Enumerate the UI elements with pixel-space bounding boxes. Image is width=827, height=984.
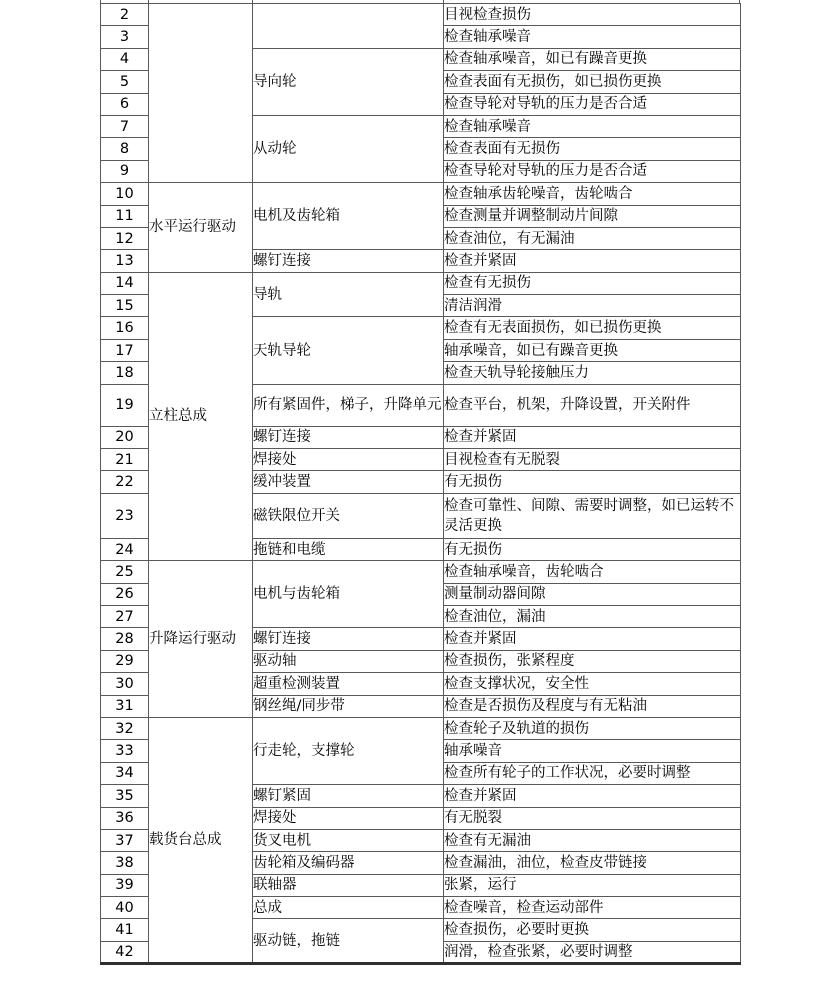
task-cell: 检查平台，机架，升降设置，开关附件 (444, 384, 741, 426)
component-cell: 从动轮 (253, 115, 444, 182)
task-cell: 有无损伤 (444, 471, 741, 493)
row-number-cell: 19 (101, 384, 149, 426)
task-cell: 检查是否损伤及程度与有无粘油 (444, 695, 741, 717)
component-cell: 拖链和电缆 (253, 538, 444, 560)
task-cell: 检查轮子及轨道的损伤 (444, 717, 741, 739)
component-cell: 螺钉连接 (253, 426, 444, 448)
row-number-cell: 13 (101, 250, 149, 272)
table-row (101, 272, 741, 294)
component-cell: 螺钉紧固 (253, 785, 444, 807)
row-number-cell: 11 (101, 205, 149, 227)
task-cell: 检查表面有无损伤 (444, 138, 741, 160)
component-cell: 超重检测装置 (253, 673, 444, 695)
row-number-cell: 15 (101, 295, 149, 317)
row-number-cell: 36 (101, 807, 149, 829)
task-cell: 检查支撑状况，安全性 (444, 673, 741, 695)
task-cell: 有无损伤 (444, 538, 741, 560)
row-number-cell: 24 (101, 538, 149, 560)
task-cell: 检查表面有无损伤，如已损伤更换 (444, 71, 741, 93)
task-cell: 检查并紧固 (444, 785, 741, 807)
component-cell: 所有紧固件，梯子，升降单元 (253, 384, 444, 426)
category-cell: 立柱总成 (149, 272, 253, 561)
task-cell: 轴承噪音，如已有躁音更换 (444, 339, 741, 361)
task-cell: 检查并紧固 (444, 628, 741, 650)
component-cell: 行走轮，支撑轮 (253, 717, 444, 784)
row-number-cell: 4 (101, 48, 149, 70)
component-cell: 天轨导轮 (253, 317, 444, 384)
row-number-cell: 34 (101, 762, 149, 784)
row-number-cell: 9 (101, 160, 149, 182)
task-cell: 检查并紧固 (444, 250, 741, 272)
task-cell: 检查天轨导轮接触压力 (444, 362, 741, 384)
row-number-cell: 35 (101, 785, 149, 807)
component-cell: 联轴器 (253, 874, 444, 896)
row-number-cell: 16 (101, 317, 149, 339)
row-number-cell: 38 (101, 852, 149, 874)
row-number-cell: 29 (101, 650, 149, 672)
row-number-cell: 7 (101, 115, 149, 137)
task-cell: 有无脱裂 (444, 807, 741, 829)
task-cell: 检查可靠性、间隙、需要时调整，如已运转不灵活更换 (444, 493, 741, 538)
task-cell: 检查油位，有无漏油 (444, 227, 741, 249)
row-number-cell: 12 (101, 227, 149, 249)
task-cell: 检查有无表面损伤，如已损伤更换 (444, 317, 741, 339)
component-cell: 焊接处 (253, 807, 444, 829)
row-number-cell: 37 (101, 829, 149, 851)
task-cell: 检查损伤，张紧程度 (444, 650, 741, 672)
row-number-cell: 20 (101, 426, 149, 448)
task-cell: 测量制动器间隙 (444, 583, 741, 605)
component-cell: 电机及齿轮箱 (253, 183, 444, 250)
row-number-cell: 5 (101, 71, 149, 93)
task-cell: 润滑，检查张紧，必要时调整 (444, 941, 741, 963)
task-cell: 检查有无损伤 (444, 272, 741, 294)
task-cell: 检查油位，漏油 (444, 605, 741, 627)
row-number-cell: 39 (101, 874, 149, 896)
task-cell: 轴承噪音 (444, 740, 741, 762)
row-number-cell: 3 (101, 26, 149, 48)
row-number-cell: 6 (101, 93, 149, 115)
component-cell: 电机与齿轮箱 (253, 561, 444, 628)
task-cell: 检查所有轮子的工作状况，必要时调整 (444, 762, 741, 784)
component-cell: 缓冲装置 (253, 471, 444, 493)
component-cell: 螺钉连接 (253, 628, 444, 650)
table-row (101, 183, 741, 205)
component-cell: 货叉电机 (253, 829, 444, 851)
category-cell: 升降运行驱动 (149, 561, 253, 718)
task-cell: 检查并紧固 (444, 426, 741, 448)
component-cell: 导轨 (253, 272, 444, 317)
component-cell: 齿轮箱及编码器 (253, 852, 444, 874)
row-number-cell: 40 (101, 897, 149, 919)
row-number-cell: 32 (101, 717, 149, 739)
row-number-cell: 10 (101, 183, 149, 205)
task-cell: 张紧，运行 (444, 874, 741, 896)
row-number-cell: 8 (101, 138, 149, 160)
task-cell: 检查有无漏油 (444, 829, 741, 851)
component-cell (253, 4, 444, 49)
row-number-cell: 42 (101, 941, 149, 963)
task-cell: 检查轴承噪音，如已有躁音更换 (444, 48, 741, 70)
row-number-cell: 41 (101, 919, 149, 941)
row-number-cell: 22 (101, 471, 149, 493)
row-number-cell: 26 (101, 583, 149, 605)
component-cell: 磁铁限位开关 (253, 493, 444, 538)
row-number-cell: 17 (101, 339, 149, 361)
component-cell: 总成 (253, 897, 444, 919)
table-row (101, 561, 741, 583)
task-cell: 检查漏油，油位，检查皮带链接 (444, 852, 741, 874)
task-cell: 检查轴承齿轮噪音，齿轮啮合 (444, 183, 741, 205)
row-number-cell: 33 (101, 740, 149, 762)
component-cell: 驱动轴 (253, 650, 444, 672)
category-cell: 水平运行驱动 (149, 183, 253, 273)
component-cell: 螺钉连接 (253, 250, 444, 272)
row-number-cell: 14 (101, 272, 149, 294)
table-row (101, 717, 741, 739)
task-cell: 目视检查损伤 (444, 4, 741, 26)
row-number-cell: 25 (101, 561, 149, 583)
task-cell: 清洁润滑 (444, 295, 741, 317)
row-number-cell: 28 (101, 628, 149, 650)
component-cell: 焊接处 (253, 449, 444, 471)
task-cell: 检查导轮对导轨的压力是否合适 (444, 160, 741, 182)
task-cell: 检查轴承噪音 (444, 26, 741, 48)
maintenance-table (100, 3, 741, 965)
table-row (101, 4, 741, 26)
task-cell: 检查测量并调整制动片间隙 (444, 205, 741, 227)
task-cell: 检查轴承噪音，齿轮啮合 (444, 561, 741, 583)
row-number-cell: 31 (101, 695, 149, 717)
row-number-cell: 2 (101, 4, 149, 26)
task-cell: 检查导轮对导轨的压力是否合适 (444, 93, 741, 115)
row-number-cell: 21 (101, 449, 149, 471)
component-cell: 导向轮 (253, 48, 444, 115)
category-cell (149, 4, 253, 183)
task-cell: 检查损伤，必要时更换 (444, 919, 741, 941)
row-number-cell: 23 (101, 493, 149, 538)
component-cell: 驱动链，拖链 (253, 919, 444, 964)
row-number-cell: 30 (101, 673, 149, 695)
task-cell: 检查轴承噪音 (444, 115, 741, 137)
component-cell: 钢丝绳/同步带 (253, 695, 444, 717)
category-cell: 载货台总成 (149, 717, 253, 963)
task-cell: 目视检查有无脱裂 (444, 449, 741, 471)
maintenance-table-body (101, 4, 741, 964)
task-cell: 检查噪音，检查运动部件 (444, 897, 741, 919)
maintenance-table-container (100, 3, 741, 965)
row-number-cell: 18 (101, 362, 149, 384)
row-number-cell: 27 (101, 605, 149, 627)
